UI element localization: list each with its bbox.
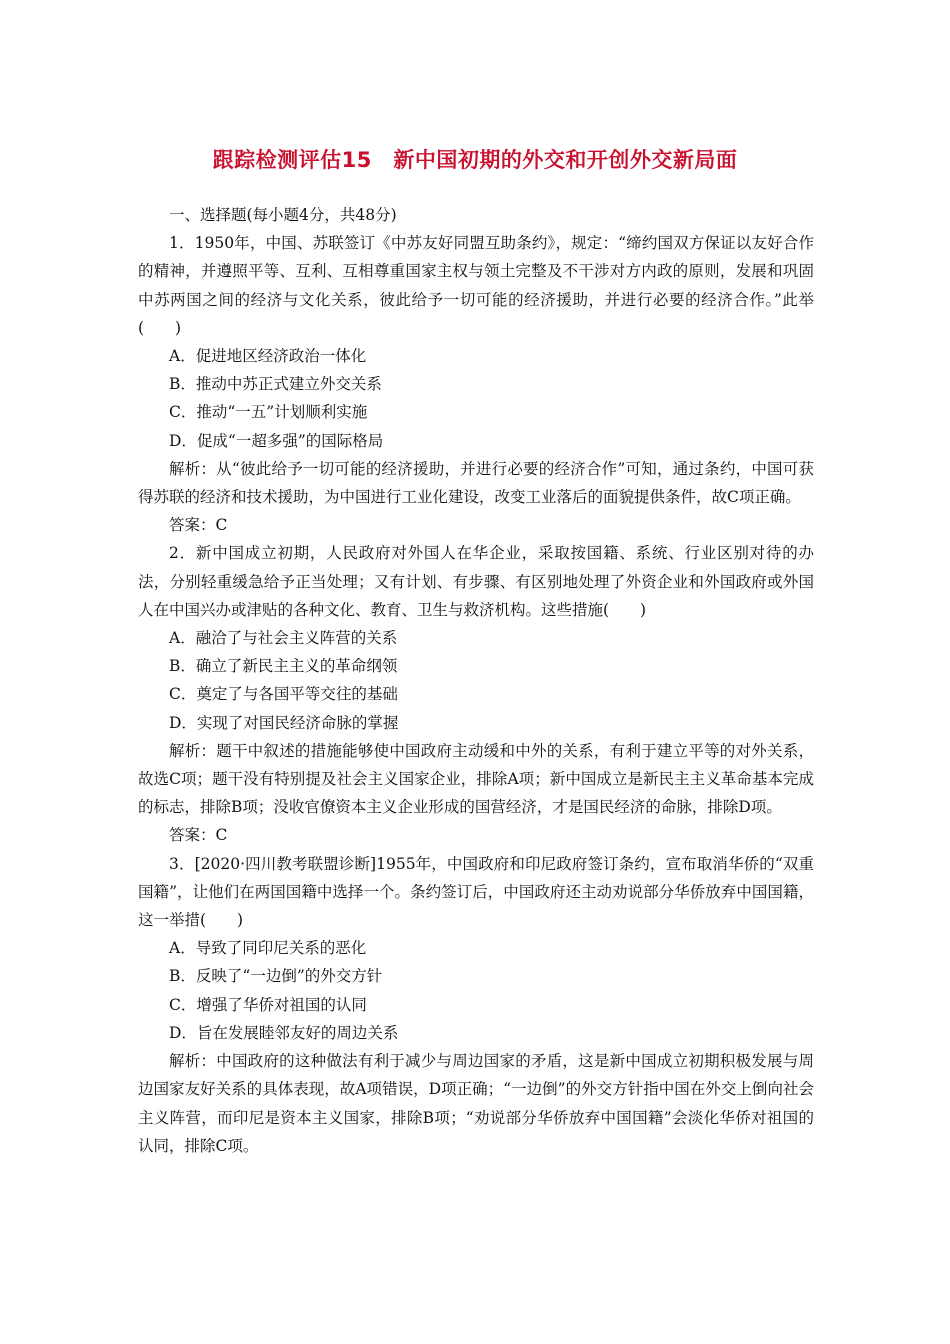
option-a: A．融洽了与社会主义阵营的关系 — [169, 629, 398, 648]
analysis-text: 解析：中国政府的这种做法有利于减少与周边国家的矛盾，这是新中国成立初期积极发展与周边国家友好关系的具体表现，故A项错误，D项正确；“一边倒”的外交方针指中国在外交上倒向社会主义阵营，而印尼是资本主义国家，排除B项；“劝说部分华侨放弃中国国籍”会淡化华侨对祖国的认同，排除C项。 — [138, 1052, 814, 1155]
option-a: A．促进地区经济政治一体化 — [169, 347, 367, 366]
document-body — [138, 201, 814, 1160]
question-stem: 3．[2020·四川教考联盟诊断]1955年，中国政府和印尼政府签订条约，宣布取消华侨的“双重国籍”，让他们在两国国籍中选择一个。条约签订后，中国政府还主动劝说部分华侨放弃中国国籍，这一举措( ) — [138, 854, 814, 930]
question-stem: 2．新中国成立初期，人民政府对外国人在华企业，采取按国籍、系统、行业区别对待的办法，分别轻重缓急给予正当处理；又有计划、有步骤、有区别地处理了外资企业和外国政府或外国人在中国兴办或津贴的各种文化、教育、卫生与救济机构。这些措施( ) — [138, 544, 814, 619]
page-title: 跟踪检测评估15 新中国初期的外交和开创外交新局面 — [212, 148, 738, 172]
analysis-text: 解析：从“彼此给予一切可能的经济援助，并进行必要的经济合作”可知，通过条约，中国可获得苏联的经济和技术援助，为中国进行工业化建设，改变工业落后的面貌提供条件，故C项正确。 — [138, 459, 814, 507]
option-c: C．奠定了与各国平等交往的基础 — [169, 685, 398, 704]
option-a: A．导致了同印尼关系的恶化 — [169, 939, 367, 958]
analysis-text: 解析：题干中叙述的措施能够使中国政府主动缓和中外的关系，有利于建立平等的对外关系，故选C项；题干没有特别提及社会主义国家企业，排除A项；新中国成立是新民主主义革命基本完成的标志，排除B项；没收官僚资本主义企业形成的国营经济，才是国民经济的命脉，排除D项。 — [138, 741, 814, 817]
option-b: B．确立了新民主主义的革命纲领 — [169, 657, 398, 676]
answer-text: 答案：C — [169, 516, 228, 535]
option-b: B．反映了“一边倒”的外交方针 — [169, 967, 383, 986]
option-d: D．促成“一超多强”的国际格局 — [169, 431, 384, 450]
question-stem: 1．1950年，中国、苏联签订《中苏友好同盟互助条约》，规定：“缔约国双方保证以友好合作的精神，并遵照平等、互利、互相尊重国家主权与领土完整及不干涉对方内政的原则，发展和巩固中苏两国之间的经济与文化关系，彼此给予一切可能的经济援助，并进行必要的经济合作。”此举( ) — [138, 234, 814, 337]
question-3 — [138, 850, 814, 1160]
option-c: C．推动“一五”计划顺利实施 — [169, 403, 368, 422]
option-c: C．增强了华侨对祖国的认同 — [169, 995, 367, 1014]
question-2 — [138, 539, 814, 849]
question-1 — [138, 229, 814, 539]
option-d: D．实现了对国民经济命脉的掌握 — [169, 713, 399, 732]
answer-text: 答案：C — [169, 826, 228, 845]
option-b: B．推动中苏正式建立外交关系 — [169, 375, 382, 394]
option-d: D．旨在发展睦邻友好的周边关系 — [169, 1023, 399, 1042]
section-heading: 一、选择题(每小题4分，共48分) — [169, 206, 397, 224]
